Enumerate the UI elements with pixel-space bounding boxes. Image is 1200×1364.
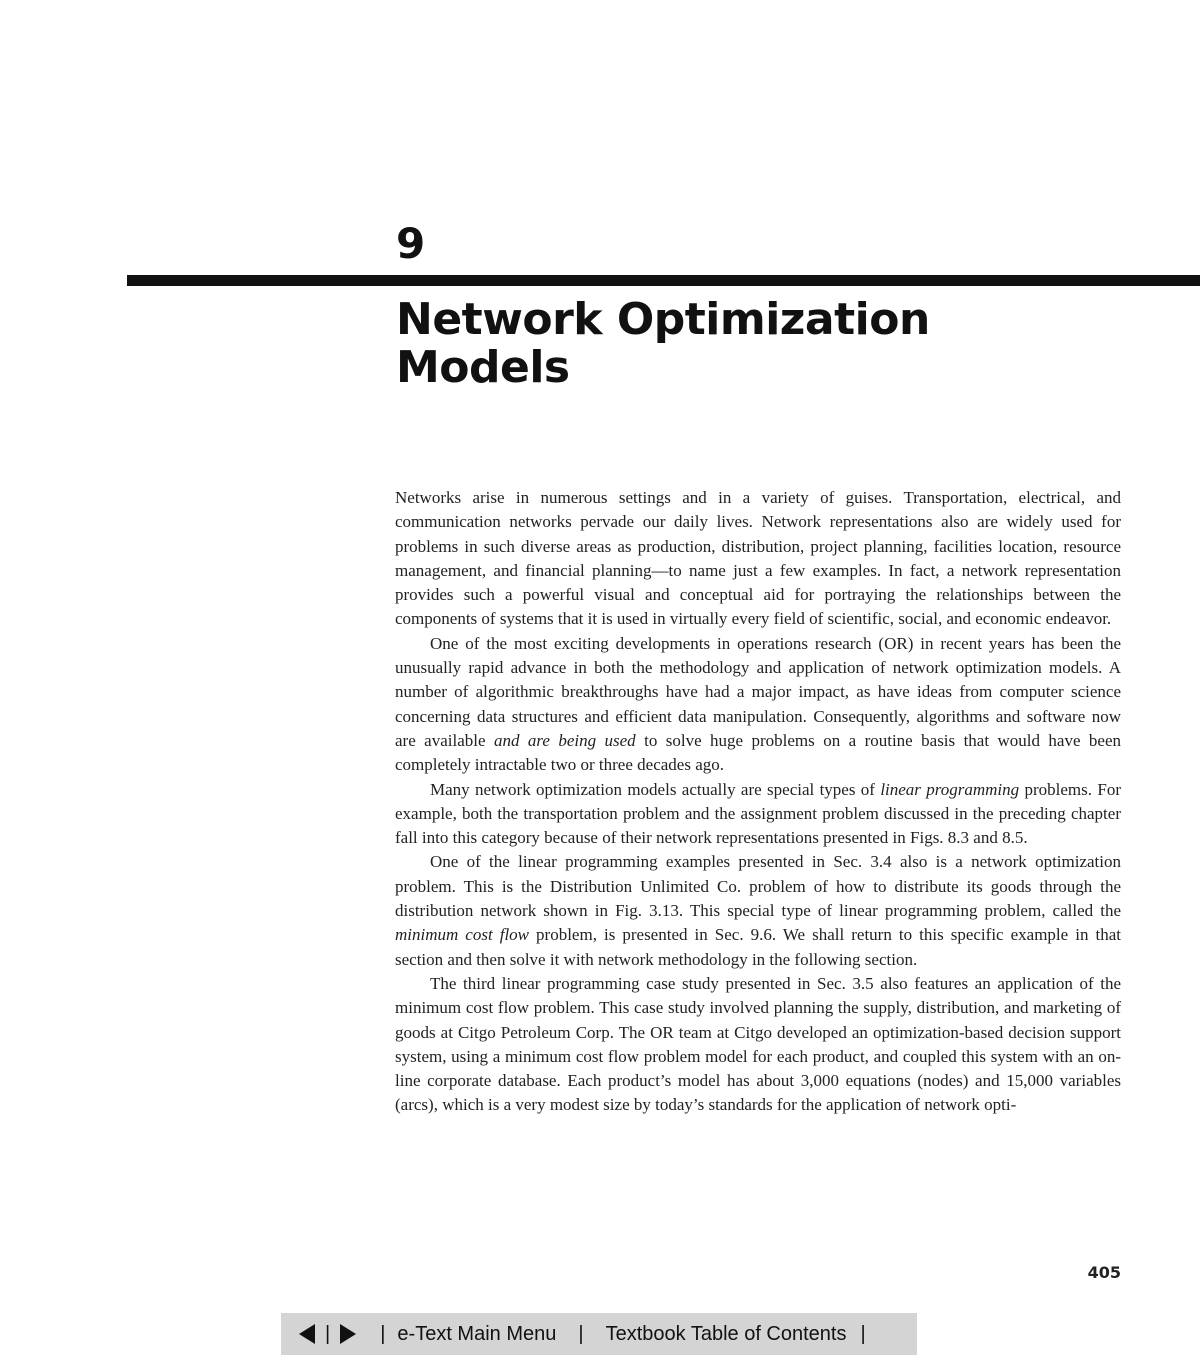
paragraph-4-text-a: One of the linear programming examples presented in Sec. 3.4 also is a network optimization problem. This is the Distribution Unlimited Co. problem of how to distribute its goods through the distribution network shown in Fig. 3.13. This special type of linear programming problem, called the [395, 852, 1121, 921]
next-page-icon[interactable] [340, 1324, 356, 1344]
paragraph-2-emphasis: and are being used [493, 730, 636, 750]
paragraph-2 [395, 632, 1121, 778]
chapter-title-line-1: Network Optimization [396, 294, 930, 345]
nav-separator: | [860, 1322, 866, 1345]
paragraph-2-text-a: One of the most exciting developments in operations research (OR) in recent years has been the unusually rapid advance in both the methodology and application of network optimization models. A number of algorithmic breakthroughs have had a major impact, as have ideas from computer science concerning data structures and efficient data manipulation. Consequently, algorithms and software now are available [395, 633, 1121, 750]
paragraph-3-emphasis: linear programming [880, 779, 1020, 799]
chapter-rule [127, 275, 1200, 286]
paragraph-4 [395, 850, 1121, 971]
chapter-title-line-2: Models [396, 342, 570, 393]
etext-main-menu-link[interactable]: e-Text Main Menu [397, 1322, 557, 1345]
table-of-contents-link[interactable]: Textbook Table of Contents [605, 1322, 847, 1345]
body-text [395, 486, 1121, 1118]
nav-separator: | [578, 1322, 584, 1345]
paragraph-2-text-b: to solve huge problems on a routine basis that would have been completely intractable two or three decades ago. [395, 730, 1121, 775]
previous-page-icon[interactable] [299, 1324, 315, 1344]
paragraph-4-text-b: problem, is presented in Sec. 9.6. We shall return to this specific example in that section and then solve it with network methodology in the following section. [395, 925, 1121, 969]
paragraph-3 [395, 778, 1121, 851]
chapter-title [396, 296, 1096, 392]
paragraph-5: The third linear programming case study presented in Sec. 3.5 also features an application of the minimum cost flow problem. This case study involved planning the supply, distribution, and marketing of goods at Citgo Petroleum Corp. The OR team at Citgo developed an optimization-based decision support system, using a minimum cost flow problem model for each product, and coupled this system with an on-line corporate database. Each product’s model has about 3,000 equations (nodes) and 15,000 variables (arcs), which is a very modest size by today’s standards for the application of network opti- [395, 973, 1121, 1115]
nav-separator: | [325, 1322, 331, 1345]
paragraph-3-text-a: Many network optimization models actually are special types of [430, 779, 881, 799]
paragraph-3-text-b: problems. For example, both the transportation problem and the assignment problem discussed in the preceding chapter fall into this category because of their network representations presented in Figs. 8.3 and 8.5. [395, 779, 1121, 848]
paragraph-1: Networks arise in numerous settings and in a variety of guises. Transportation, electrical, and communication networks pervade our daily lives. Network representations also are widely used for problems in such diverse areas as production, distribution, project planning, facilities location, resource management, and financial planning—to name just a few examples. In fact, a network representation provides such a powerful visual and conceptual aid for portraying the relationships between the components of systems that it is used in virtually every field of scientific, social, and economic endeavor. [395, 488, 1121, 629]
chapter-number: 9 [396, 219, 426, 268]
page-number: 405 [1087, 1263, 1121, 1282]
navigation-bar [281, 1313, 917, 1355]
nav-separator: | [380, 1322, 386, 1345]
paragraph-4-emphasis: minimum cost flow [395, 925, 530, 945]
